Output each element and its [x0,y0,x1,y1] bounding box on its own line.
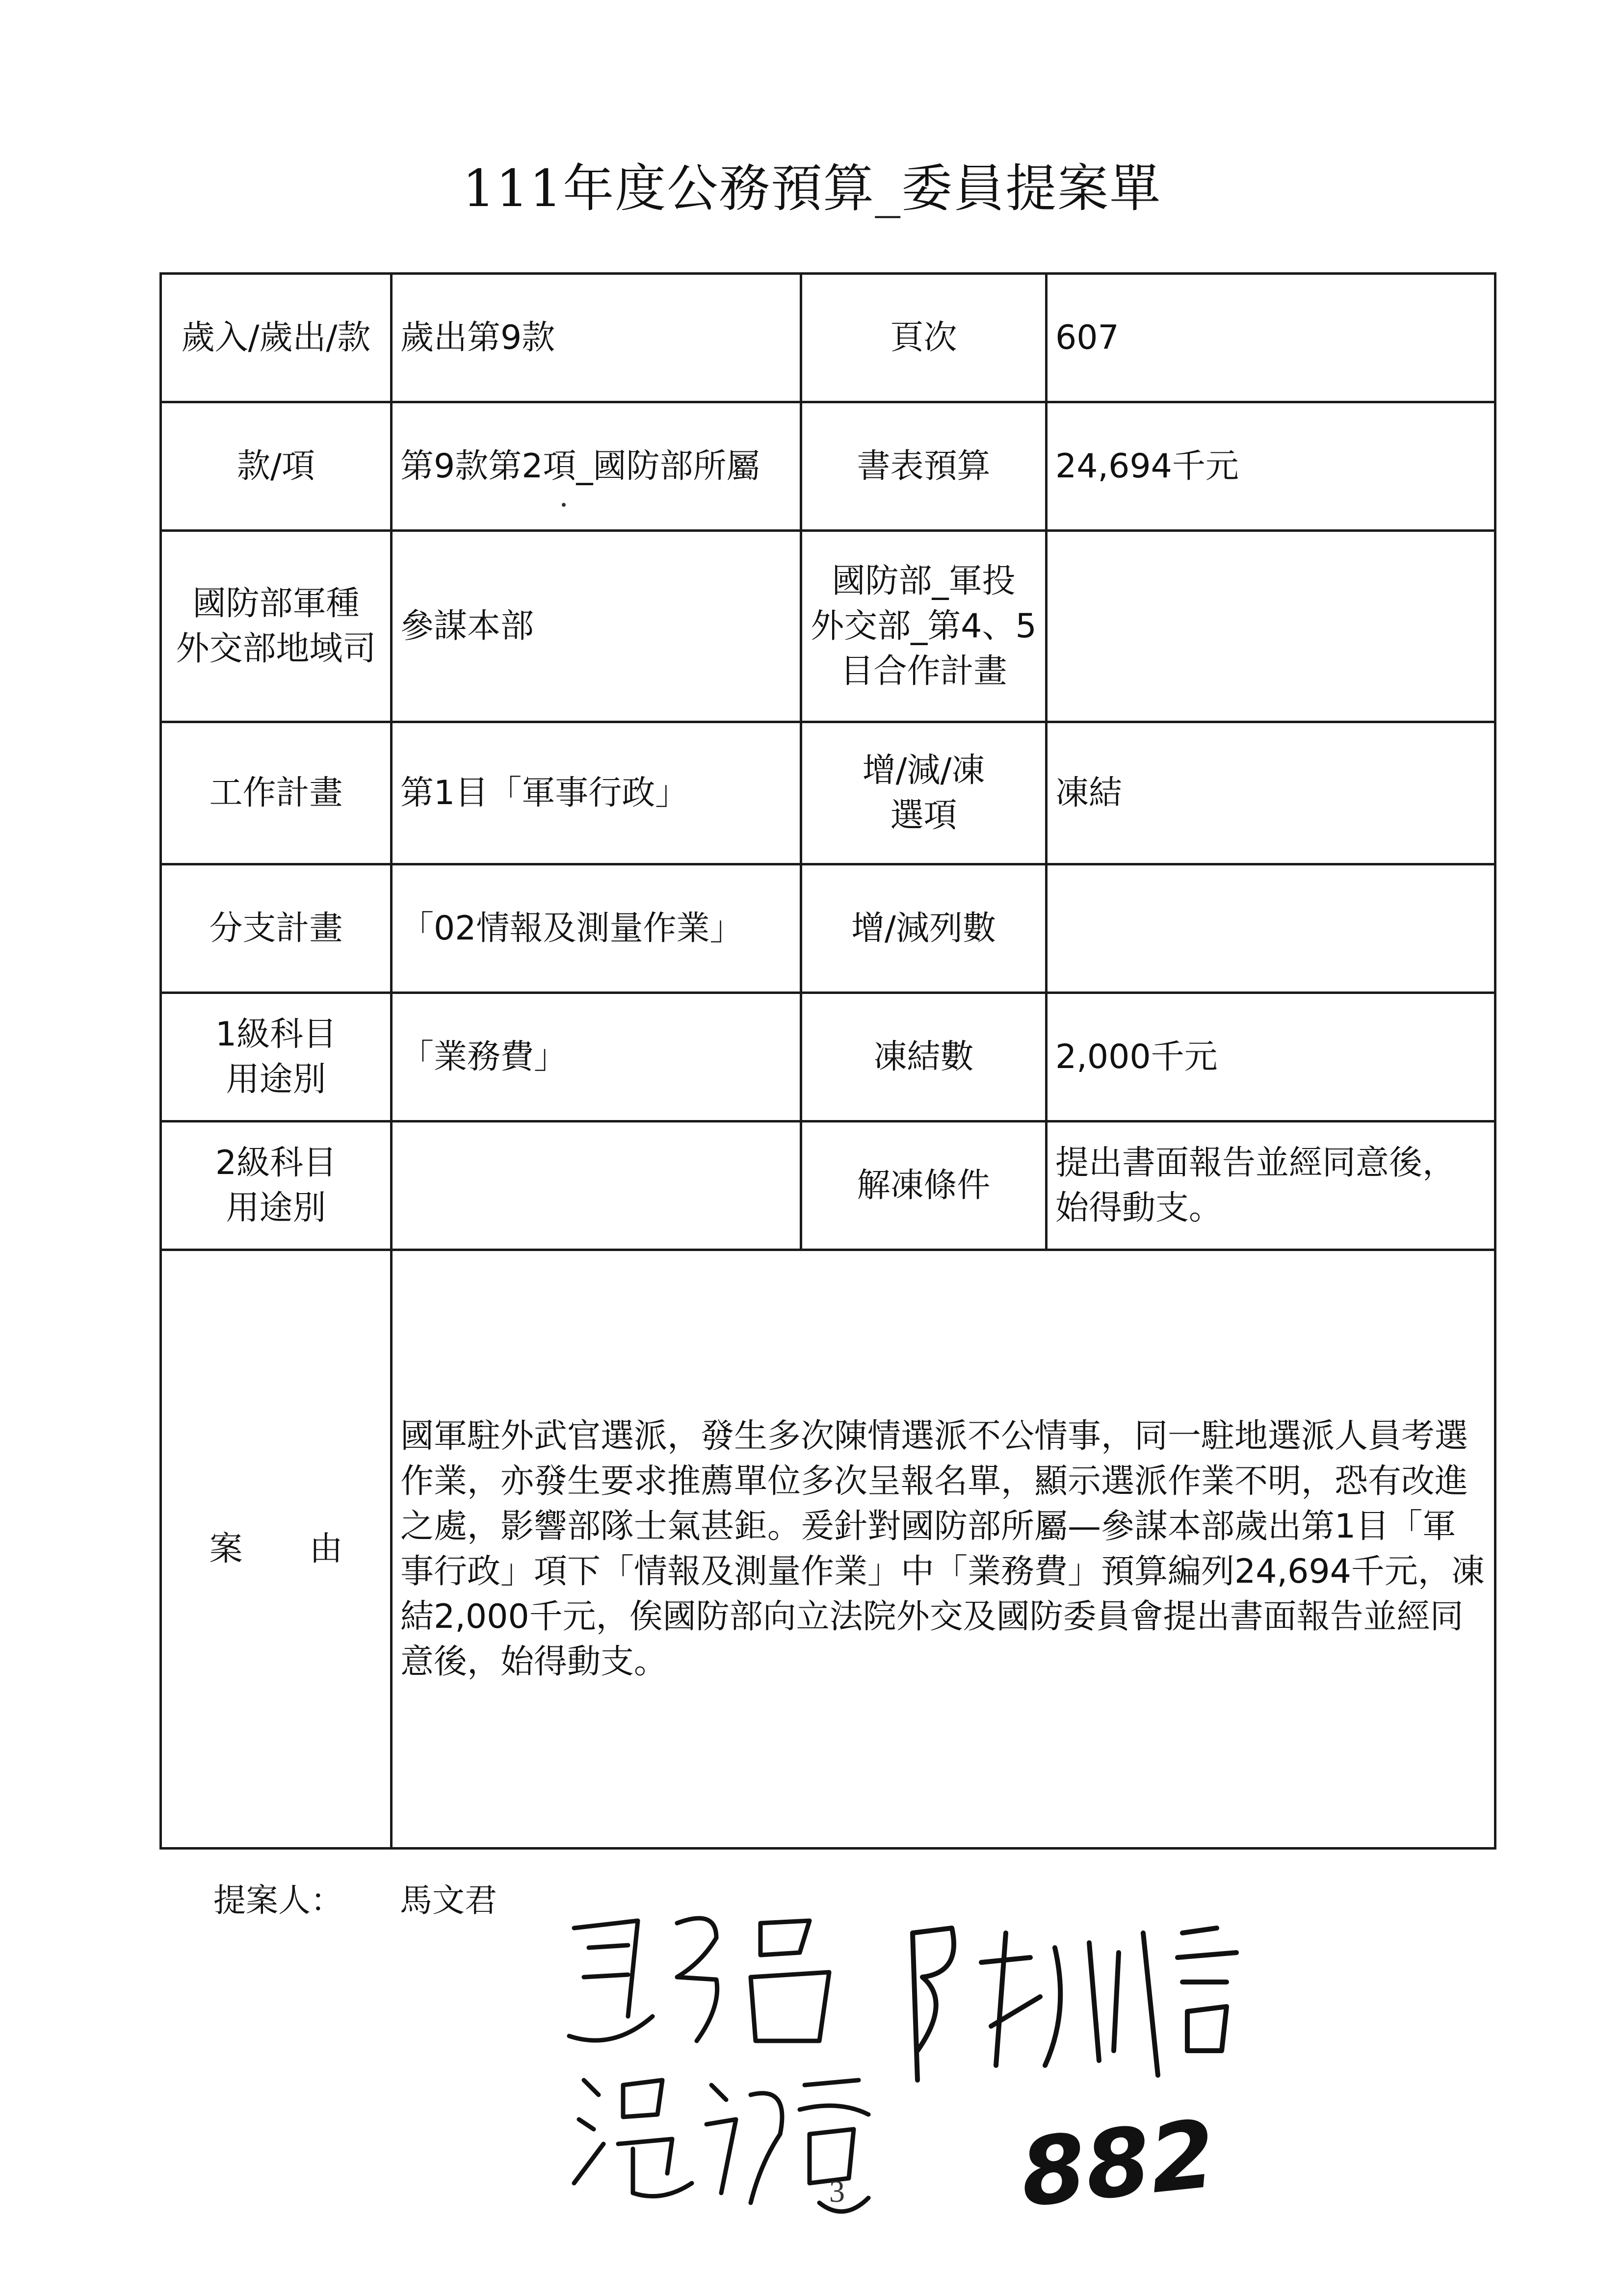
field-label-line: 選項 [890,796,957,835]
field-value [1047,1122,1495,1250]
field-label: 款/項 [161,402,392,531]
reason-text: 國軍駐外武官選派，發生多次陳情選派不公情事，同一駐地選派人員考選作業，亦發生要求推薦單位多次呈報名單，顯示選派作業不明，恐有改進之處，影響部隊士氣甚鉅。爰針對國防部所屬—參謀本部歲出第1目「軍事行政」項下「情報及測量作業」中「業務費」預算編列24,694千元，凍結2,000千元，俟國防部向立法院外交及國防委員會提出書面報告並經同意後，始得動支。 [392,1250,1495,1849]
field-label: 解凍條件 [801,1122,1047,1250]
handwritten-number: 882 [1015,2099,1221,2228]
table-row [161,722,1495,864]
field-label: 歲入/歲出/款 [161,274,392,402]
field-label-line: 用途別 [226,1060,326,1099]
reason-label: 案 由 [161,1250,392,1849]
field-label-line: 1級科目 [215,1015,337,1054]
field-label: 凍結數 [801,993,1047,1122]
field-value [1047,864,1495,993]
field-value: 「02情報及測量作業」 [392,864,801,993]
field-value: 歲出第9款 [392,274,801,402]
signature-ma-wen-chun [554,1894,859,2070]
proposer-label: 提案人： [213,1881,343,1919]
field-label [161,531,392,722]
field-value: 凍結 [1047,722,1495,864]
field-label-line: 2級科目 [215,1143,337,1182]
proposer-name: 馬文君 [400,1881,497,1919]
field-label [801,722,1047,864]
field-label: 頁次 [801,274,1047,402]
field-label [161,1122,392,1250]
field-label: 工作計畫 [161,722,392,864]
field-value: 第9款第2項_國防部所屬 [392,402,801,531]
table-row [161,864,1495,993]
table-row [161,402,1495,531]
field-label: 增/減列數 [801,864,1047,993]
field-label: 分支計畫 [161,864,392,993]
field-label-line: 國防部軍種 [192,584,360,623]
field-label [801,531,1047,722]
field-label-line: 用途別 [226,1188,326,1227]
field-value [392,1122,801,1250]
page-number: 3 [829,2174,845,2209]
field-value: 2,000千元 [1047,993,1495,1122]
field-value-line: 提出書面報告並經同意後， [1055,1143,1456,1182]
table-row [161,274,1495,402]
table-row [161,993,1495,1122]
field-label-line: 增/減/凍 [862,751,985,790]
table-row [161,1122,1495,1250]
field-label-line: 外交部地域司 [176,629,376,668]
field-value: 「業務費」 [392,993,801,1122]
reason-row [161,1250,1495,1849]
field-label: 書表預算 [801,402,1047,531]
field-value: 第1目「軍事行政」 [392,722,801,864]
proposal-table [159,272,1496,1850]
field-label-line: 國防部_軍投 [832,561,1016,600]
field-value: 607 [1047,274,1495,402]
form-title: 111年度公務預算_委員提案單 [462,158,1162,218]
field-label [161,993,392,1122]
field-value: 24,694千元 [1047,402,1495,531]
table-row [161,531,1495,722]
scan-speck [562,503,566,507]
field-label-line: 目合作計畫 [840,652,1007,691]
field-value [1047,531,1495,722]
signature-chen-yi-hsin [883,1904,1256,2110]
field-label-line: 外交部_第4、5 [811,606,1037,646]
field-value: 參謀本部 [392,531,801,722]
field-value-line: 始得動支。 [1055,1188,1223,1227]
